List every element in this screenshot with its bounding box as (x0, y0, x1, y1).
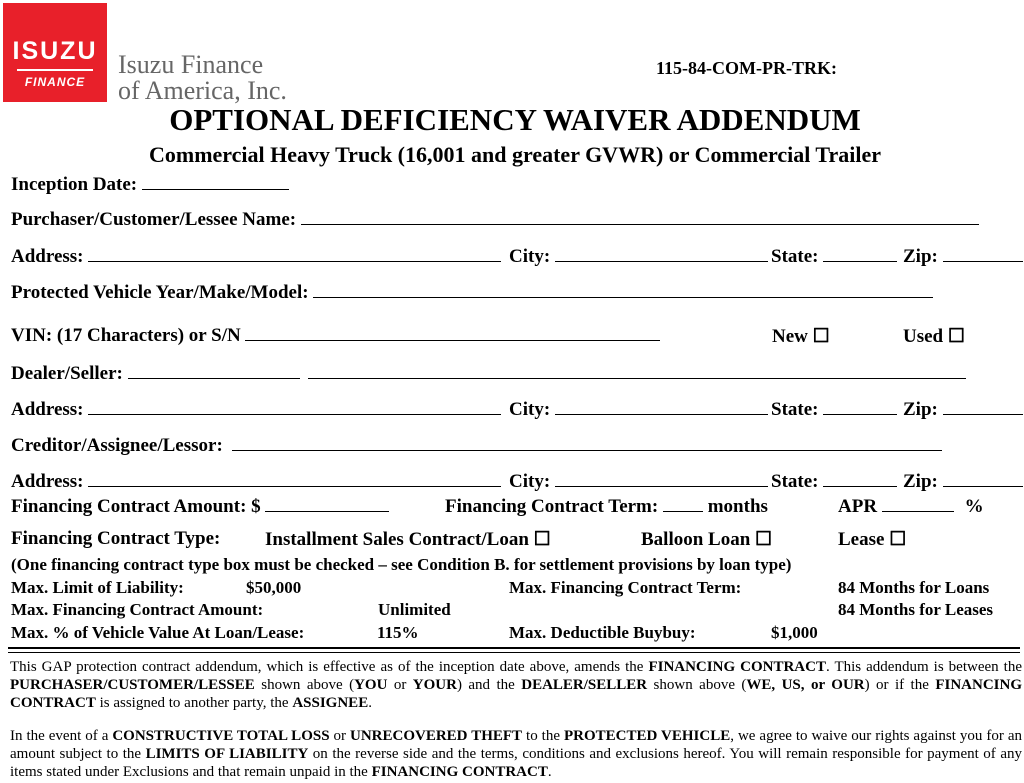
max-term-leases: 84 Months for Leases (838, 600, 994, 619)
inception-date-field[interactable] (142, 176, 289, 190)
dealer-zip-field[interactable] (943, 401, 1023, 415)
address-label: Address: (11, 246, 84, 267)
p2-text-3: to the (522, 728, 564, 744)
creditor-zip-field[interactable] (943, 473, 1023, 487)
address-label: Address: (11, 471, 84, 492)
city-label: City: (509, 399, 551, 420)
apr-label: APR (838, 496, 878, 517)
p1-text-8: is assigned to another party, the (95, 695, 293, 711)
purchaser-zip-group (903, 246, 1023, 268)
purchaser-city-field[interactable] (555, 248, 768, 262)
p1-bold-3: YOU (354, 677, 388, 693)
p1-bold-1: FINANCING CONTRACT (648, 659, 826, 675)
dealer-field[interactable] (128, 365, 300, 379)
state-label: State: (771, 246, 819, 267)
financing-type-label: Financing Contract Type: (11, 528, 221, 549)
vin-label: VIN: (17 Characters) or S/N (11, 325, 241, 346)
p2-text-6: . (547, 764, 552, 780)
installment-option[interactable] (265, 528, 551, 551)
p2-bold-5: FINANCING CONTRACT (371, 764, 548, 780)
dealer-zip-group (903, 399, 1023, 421)
state-label: State: (771, 471, 819, 492)
page-title: OPTIONAL DEFICIENCY WAIVER ADDENDUM (169, 102, 861, 137)
logo-brand: ISUZU (12, 37, 98, 65)
max-term-label: Max. Financing Contract Term: (509, 578, 742, 597)
dealer-address-row (11, 399, 501, 421)
p1-bold-2: PURCHASER/CUSTOMER/LESSEE (10, 677, 255, 693)
p2-bold-3: PROTECTED VEHICLE (563, 728, 731, 744)
max-amount-value: Unlimited (378, 600, 451, 619)
state-label: State: (771, 399, 819, 420)
new-checkbox[interactable]: ☐ (812, 326, 830, 347)
section-divider (8, 647, 1020, 649)
p1-bold-5: DEALER/SELLER (521, 677, 648, 693)
vehicle-row (11, 282, 933, 304)
deductible-label: Max. Deductible Buybuy: (509, 623, 696, 642)
dealer-city-field[interactable] (555, 401, 768, 415)
creditor-city-field[interactable] (555, 473, 768, 487)
vin-row (11, 325, 660, 347)
logo-sub: FINANCE (24, 75, 86, 89)
company-name (118, 52, 287, 104)
max-liability-value: $50,000 (246, 578, 302, 597)
purchaser-state-field[interactable] (823, 248, 897, 262)
section-divider-thin (8, 652, 1020, 653)
max-term-loans: 84 Months for Loans (838, 578, 990, 597)
p1-text-2: . This addendum is between the (825, 659, 1022, 675)
creditor-state-group (771, 471, 897, 493)
p2-text-2: or (329, 728, 350, 744)
address-label: Address: (11, 399, 84, 420)
financing-amount-field[interactable] (265, 498, 389, 512)
dealer-state-group (771, 399, 897, 421)
used-option[interactable] (903, 325, 965, 348)
lease-option[interactable] (838, 528, 906, 551)
vin-field[interactable] (245, 327, 660, 341)
zip-label: Zip: (903, 246, 938, 267)
p1-bold-4: YOUR (412, 677, 457, 693)
financing-term-field[interactable] (663, 498, 703, 512)
creditor-city-group (509, 471, 768, 493)
p2-text-1: In the event of a (10, 728, 113, 744)
zip-label: Zip: (903, 471, 938, 492)
balloon-option[interactable] (641, 528, 772, 551)
p1-text-6: shown above ( (647, 677, 747, 693)
creditor-address-row (11, 471, 501, 493)
purchaser-city-group (509, 246, 768, 268)
company-line-2: of America, Inc. (118, 76, 287, 105)
purchaser-label: Purchaser/Customer/Lessee Name: (11, 209, 297, 230)
page-subtitle: Commercial Heavy Truck (16,001 and greater GVWR) or Commercial Trailer (149, 142, 881, 167)
apr-field[interactable] (882, 498, 954, 512)
p1-text-4: or (387, 677, 413, 693)
max-liability-label: Max. Limit of Liability: (11, 578, 184, 597)
p1-text-1: This GAP protection contract addendum, which is effective as of the inception date above, amends the (10, 659, 649, 675)
balloon-checkbox[interactable]: ☐ (755, 529, 773, 550)
financing-type-note: (One financing contract type box must be checked – see Condition B. for settlement provisions by loan type) (11, 555, 792, 574)
isuzu-finance-logo (3, 3, 107, 102)
dealer-city-group (509, 399, 768, 421)
new-option[interactable] (772, 325, 830, 348)
p2-text-4: , we agree to waive our rights against you for an amount subject to the (10, 728, 1022, 762)
p2-bold-4: LIMITS OF LIABILITY (145, 746, 309, 762)
used-checkbox[interactable]: ☐ (947, 326, 965, 347)
dealer-address-field[interactable] (88, 401, 501, 415)
percent-label: % (964, 496, 984, 517)
form-code: 115-84-COM-PR-TRK: (656, 58, 837, 78)
inception-date-row (11, 174, 289, 196)
city-label: City: (509, 246, 551, 267)
max-pct-label: Max. % of Vehicle Value At Loan/Lease: (11, 623, 305, 642)
max-pct-value: 115% (377, 623, 419, 642)
financing-term-group (445, 496, 768, 518)
logo-divider (17, 69, 93, 71)
purchaser-zip-field[interactable] (943, 248, 1023, 262)
vehicle-field[interactable] (313, 284, 933, 298)
creditor-row (11, 435, 942, 457)
creditor-field[interactable] (232, 437, 942, 451)
purchaser-name-field[interactable] (301, 211, 979, 225)
addendum-paragraph-2 (10, 727, 1022, 781)
purchaser-address-field[interactable] (88, 248, 501, 262)
installment-checkbox[interactable]: ☐ (533, 529, 551, 550)
company-line-1: Isuzu Finance (118, 50, 264, 79)
purchaser-state-group (771, 246, 897, 268)
p2-bold-1: CONSTRUCTIVE TOTAL LOSS (112, 728, 330, 744)
used-label: Used (903, 326, 944, 347)
max-amount-label: Max. Financing Contract Amount: (11, 600, 264, 619)
creditor-state-field[interactable] (823, 473, 897, 487)
dealer-label: Dealer/Seller: (11, 363, 123, 384)
months-label: months (707, 496, 768, 517)
balloon-label: Balloon Loan (641, 529, 751, 550)
inception-date-label: Inception Date: (11, 174, 138, 195)
purchaser-row (11, 209, 979, 231)
p1-bold-8: ASSIGNEE (292, 695, 369, 711)
p2-bold-2: UNRECOVERED THEFT (350, 728, 523, 744)
p1-text-9: . (368, 695, 372, 711)
p1-bold-7: FINANCING CONTRACT (10, 677, 1022, 711)
deductible-value: $1,000 (771, 623, 818, 642)
apr-group (838, 496, 984, 518)
creditor-zip-group (903, 471, 1023, 493)
installment-label: Installment Sales Contract/Loan (265, 529, 529, 550)
p2-text-5: on the reverse side and the terms, conditions and exclusions hereof. You will remain responsible for payment of any items stated under Exclusions and that remain unpaid in the (10, 746, 1022, 780)
lease-label: Lease (838, 529, 885, 550)
creditor-label: Creditor/Assignee/Lessor: (11, 435, 223, 456)
p1-text-3: shown above ( (254, 677, 355, 693)
p1-bold-6: WE, US, or OUR (746, 677, 865, 693)
financing-amount-group (11, 496, 389, 518)
p1-text-7: ) or if the (864, 677, 936, 693)
p1-text-5: ) and the (456, 677, 522, 693)
addendum-paragraph-1 (10, 658, 1022, 712)
dealer-row (11, 363, 966, 385)
creditor-address-field[interactable] (88, 473, 501, 487)
dealer-field-2[interactable] (308, 365, 966, 379)
new-label: New (772, 326, 808, 347)
purchaser-address-row (11, 246, 501, 268)
zip-label: Zip: (903, 399, 938, 420)
financing-term-label: Financing Contract Term: (445, 496, 659, 517)
vehicle-label: Protected Vehicle Year/Make/Model: (11, 282, 309, 303)
financing-amount-label: Financing Contract Amount: $ (11, 496, 261, 517)
dealer-state-field[interactable] (823, 401, 897, 415)
city-label: City: (509, 471, 551, 492)
lease-checkbox[interactable]: ☐ (889, 529, 907, 550)
